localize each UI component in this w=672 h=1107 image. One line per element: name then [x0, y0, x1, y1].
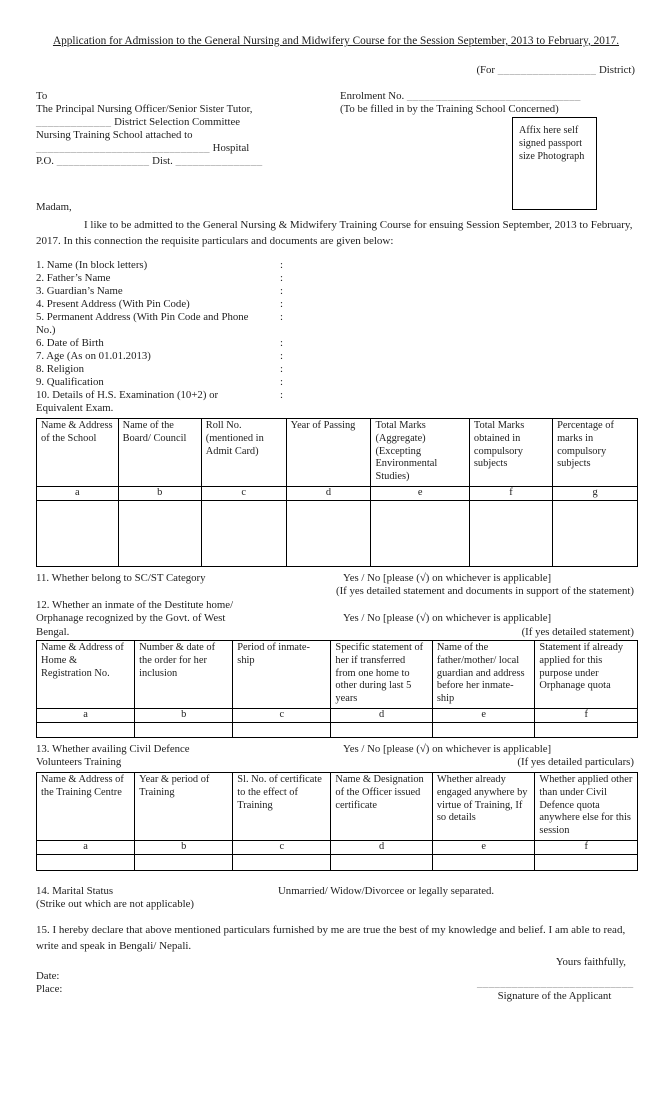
column-letter-cell: c: [233, 708, 331, 722]
table-header-cell: Whether already engaged anywhere by virtue of Training, If so details: [432, 773, 535, 841]
empty-cell: [201, 500, 286, 566]
column-letter-cell: e: [432, 708, 535, 722]
q11-label: 11. Whether belong to SC/ST Category: [36, 572, 206, 584]
for-district-line: (For _________________ District): [476, 64, 635, 76]
empty-cell: [331, 722, 432, 737]
form-item-6: 6. Date of Birth :: [36, 337, 283, 349]
column-letter-row: [37, 486, 638, 500]
committee-blank-line: _____________: [36, 116, 112, 129]
signature-block: [477, 977, 632, 1002]
table-header-cell: Name & Address of the School: [37, 419, 119, 487]
question-13: [36, 743, 634, 770]
column-letter-cell: b: [135, 840, 233, 854]
recipient-line-committee: _____________ District Selection Committee: [36, 116, 241, 129]
q13-answer: Yes / No [please (√) on whichever is applicable]: [343, 743, 552, 755]
empty-cell: [233, 854, 331, 870]
table-header-row: [37, 419, 638, 487]
empty-cell: [118, 500, 201, 566]
column-letter-cell: f: [469, 486, 552, 500]
q14-label: 14. Marital Status: [36, 885, 114, 897]
table-header-cell: Sl. No. of certificate to the effect of Training: [233, 773, 331, 841]
column-letter-cell: f: [535, 708, 638, 722]
empty-cell: [135, 722, 233, 737]
column-letter-cell: c: [233, 840, 331, 854]
table-header-cell: Name & Address of Home & Registration No.: [37, 641, 135, 709]
column-letter-cell: e: [371, 486, 469, 500]
declaration-paragraph: 15. I hereby declare that above mentioned particulars furnished by me are true the best of my knowledge and belief. I am able to read, write and speak in Bengali/ Nepali.: [36, 924, 626, 953]
table-header-cell: Name of the Board/ Council: [118, 419, 201, 487]
signature-label: Signature of the Applicant: [497, 990, 612, 1002]
table-header-cell: Percentage of marks in compulsory subjects: [553, 419, 638, 487]
q12-answer: Yes / No [please (√) on whichever is applicable]: [343, 612, 552, 625]
q12-line2: Orphanage recognized by the Govt. of West: [36, 612, 226, 625]
table-header-cell: Name & Address of the Training Centre: [37, 773, 135, 841]
column-letter-row: [37, 840, 638, 854]
column-letter-cell: b: [118, 486, 201, 500]
table-header-cell: Year & period of Training: [135, 773, 233, 841]
table-header-cell: Total Marks obtained in compulsory subjects: [469, 419, 552, 487]
form-item-7: 7. Age (As on 01.01.2013) :: [36, 350, 283, 362]
column-letter-cell: b: [135, 708, 233, 722]
q11-answer: Yes / No [please (√) on whichever is applicable]: [343, 572, 552, 584]
empty-entry-row: [37, 500, 638, 566]
district-blank-line: _________________: [497, 64, 597, 76]
dist-blank-line: _______________: [175, 155, 263, 168]
intro-paragraph: I like to be admitted to the General Nursing & Midwifery Training Course for ensuing Session September, 2013 to February, 2017. In this connection the requisite particulars and documents are given below:: [36, 219, 633, 248]
empty-cell: [37, 500, 119, 566]
recipient-line-officer: The Principal Nursing Officer/Senior Sister Tutor,: [36, 103, 253, 116]
hs-exam-table: [36, 418, 638, 567]
q12-line3: Bengal.: [36, 625, 70, 638]
form-item-2: 2. Father’s Name :: [36, 272, 283, 284]
enrolment-block: [340, 90, 581, 116]
column-letter-cell: c: [201, 486, 286, 500]
column-letter-cell: d: [331, 840, 432, 854]
orphanage-table: [36, 640, 638, 738]
table-header-cell: Name & Designation of the Officer issued certificate: [331, 773, 432, 841]
question-11: [36, 572, 634, 599]
table-header-cell: Year of Passing: [286, 419, 371, 487]
date-label: Date:: [36, 970, 60, 982]
empty-entry-row: [37, 854, 638, 870]
form-item-8: 8. Religion :: [36, 363, 283, 375]
table-header-row: [37, 641, 638, 709]
table-header-cell: Period of inmate-ship: [233, 641, 331, 709]
photo-affix-box: Affix here self signed passport size Photograph: [512, 117, 597, 210]
column-letter-row: [37, 708, 638, 722]
salutation: Madam,: [36, 201, 72, 213]
enrolment-blank-line: ______________________________: [406, 90, 581, 102]
q12-line1: 12. Whether an inmate of the Destitute home/: [36, 599, 234, 611]
particulars-list: [36, 259, 636, 415]
q13-note: (If yes detailed particulars): [517, 756, 634, 769]
yours-faithfully: Yours faithfully,: [555, 956, 626, 968]
po-blank-line: ________________: [56, 155, 150, 168]
enrolment-number-line: Enrolment No. ______________________________: [340, 90, 581, 102]
q12-note: (If yes detailed statement): [521, 625, 634, 638]
question-12: [36, 599, 634, 639]
table-header-cell: Specific statement of her if transferred from one home to other during last 5 years: [331, 641, 432, 709]
empty-cell: [37, 854, 135, 870]
form-item-10: 10. Details of H.S. Examination (10+2) or Equivalent Exam. :: [36, 389, 283, 414]
question-14: [36, 885, 634, 912]
form-item-4: 4. Present Address (With Pin Code) :: [36, 298, 283, 310]
table-header-cell: Total Marks (Aggregate) (Excepting Environmental Studies): [371, 419, 469, 487]
form-item-1: 1. Name (In block letters) :: [36, 259, 283, 271]
table-header-cell: Statement if already applied for this purpose under Orphanage quota: [535, 641, 638, 709]
empty-cell: [553, 500, 638, 566]
empty-cell: [135, 854, 233, 870]
empty-cell: [432, 722, 535, 737]
enrolment-note: (To be filled in by the Training School Concerned): [340, 103, 559, 116]
recipient-line-po-dist: P.O. ________________ Dist. _______________: [36, 155, 263, 168]
empty-cell: [535, 854, 638, 870]
table-header-cell: Whether applied other than under Civil Defence quota anywhere else for this session: [535, 773, 638, 841]
q14-note: (Strike out which are not applicable): [36, 898, 194, 911]
recipient-line-to: To: [36, 90, 48, 102]
form-item-5: 5. Permanent Address (With Pin Code and Phone No.) :: [36, 311, 283, 336]
recipient-line-school: Nursing Training School attached to: [36, 129, 193, 142]
column-letter-cell: d: [331, 708, 432, 722]
q11-note: (If yes detailed statement and documents in support of the statement): [335, 585, 634, 598]
column-letter-cell: a: [37, 840, 135, 854]
column-letter-cell: g: [553, 486, 638, 500]
column-letter-cell: a: [37, 486, 119, 500]
form-item-9: 9. Qualification :: [36, 376, 283, 388]
q13-line2: Volunteers Training: [36, 756, 122, 769]
recipient-address-block: [36, 90, 263, 169]
form-title: Application for Admission to the General Nursing and Midwifery Course for the Session September, 2013 to February, 2017.: [52, 35, 620, 47]
column-letter-cell: d: [286, 486, 371, 500]
civil-defence-table: [36, 772, 638, 871]
empty-cell: [331, 854, 432, 870]
table-header-row: [37, 773, 638, 841]
column-letter-cell: e: [432, 840, 535, 854]
signature-blank-line: ___________________________: [477, 977, 634, 989]
place-label: Place:: [36, 983, 63, 995]
q14-answer: Unmarried/ Widow/Divorcee or legally separated.: [278, 885, 495, 897]
empty-cell: [286, 500, 371, 566]
empty-cell: [37, 722, 135, 737]
table-header-cell: Number & date of the order for her inclusion: [135, 641, 233, 709]
empty-entry-row: [37, 722, 638, 737]
table-header-cell: Name of the father/mother/ local guardian and address before her inmate-ship: [432, 641, 535, 709]
column-letter-cell: f: [535, 840, 638, 854]
empty-cell: [535, 722, 638, 737]
empty-cell: [233, 722, 331, 737]
q13-line1: 13. Whether availing Civil Defence: [36, 743, 190, 755]
hospital-blank-line: ______________________________: [36, 142, 210, 155]
recipient-line-hospital: ______________________________ Hospital: [36, 142, 250, 155]
column-letter-cell: a: [37, 708, 135, 722]
table-header-cell: Roll No. (mentioned in Admit Card): [201, 419, 286, 487]
empty-cell: [469, 500, 552, 566]
empty-cell: [371, 500, 469, 566]
form-item-3: 3. Guardian’s Name :: [36, 285, 283, 297]
empty-cell: [432, 854, 535, 870]
